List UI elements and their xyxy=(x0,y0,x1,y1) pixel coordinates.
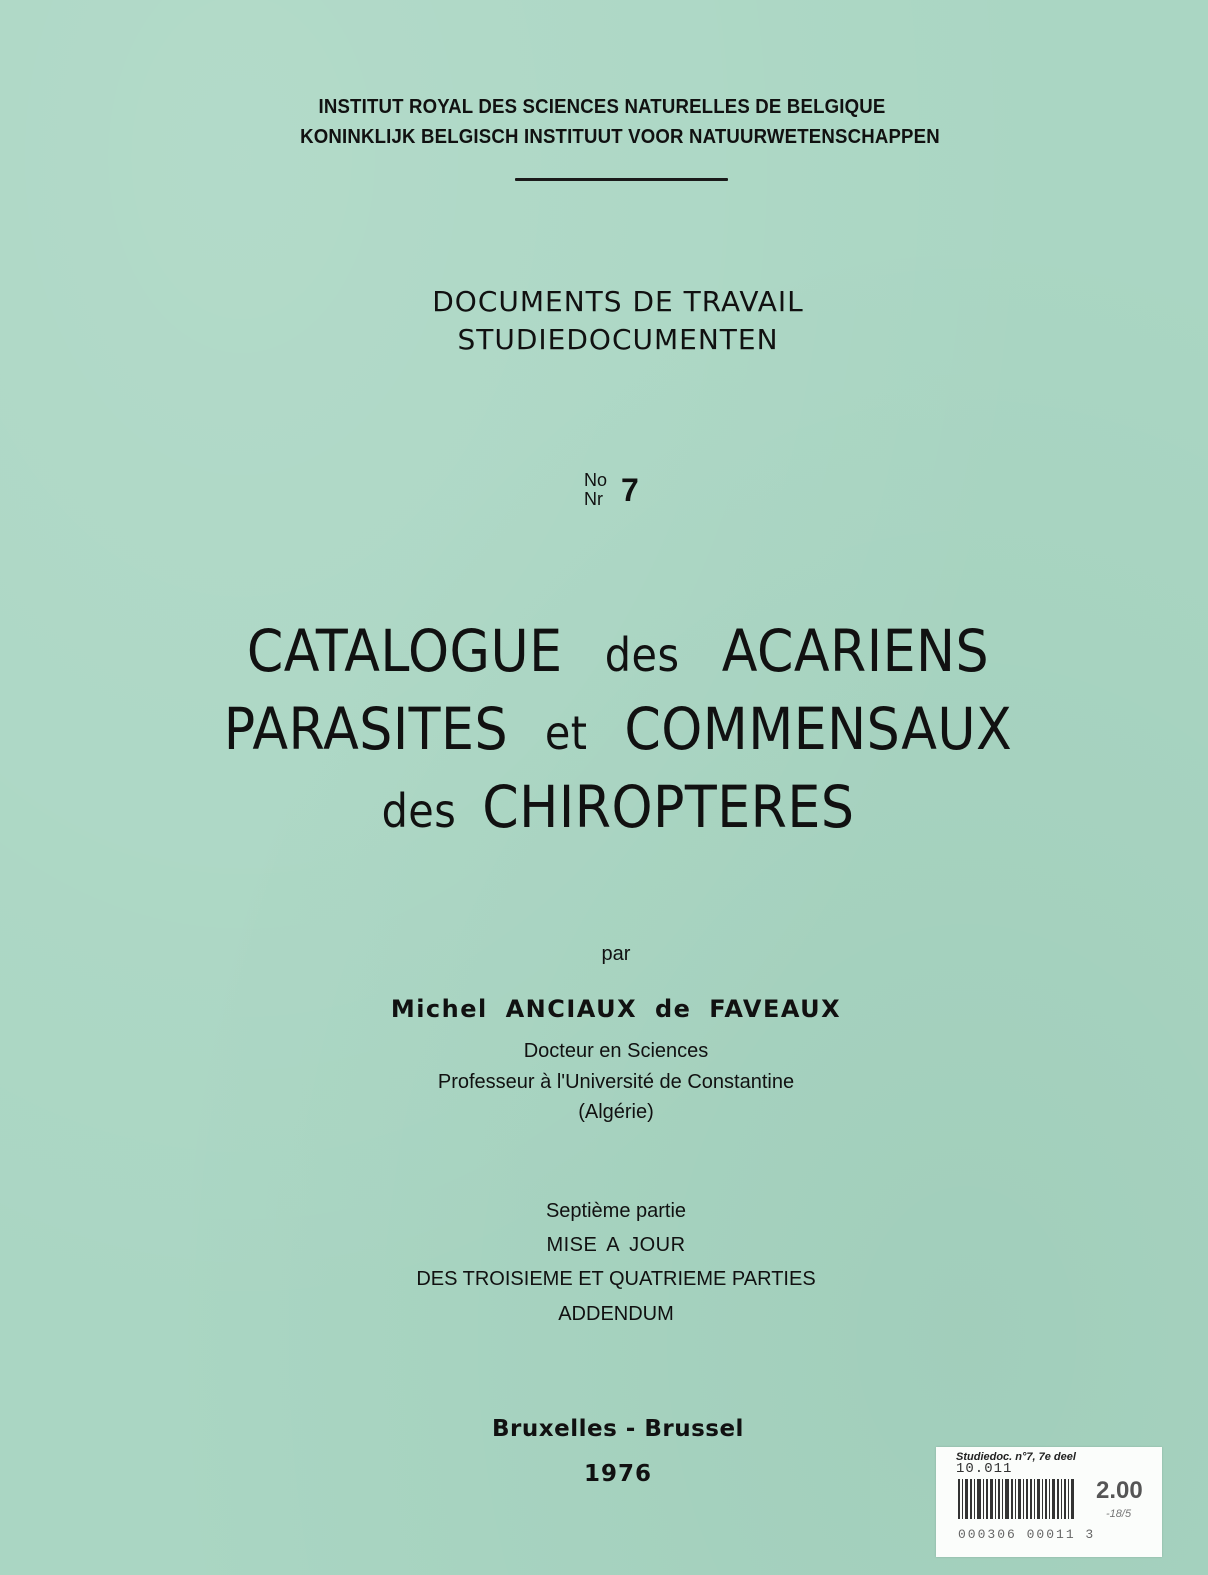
barcode-icon xyxy=(958,1479,1100,1519)
byline-par: par xyxy=(601,943,631,965)
title-line-2 xyxy=(74,690,1161,772)
number-value: 7 xyxy=(621,471,639,508)
sticker-price-sub: -18/5 xyxy=(1106,1508,1132,1520)
price-sticker xyxy=(936,1447,1162,1557)
title-word: des xyxy=(604,628,680,682)
number-labels xyxy=(584,471,607,509)
number-label-fr: No xyxy=(584,470,608,490)
author-name: Michel ANCIAUX de FAVEAUX xyxy=(390,995,842,1023)
series-number xyxy=(584,471,639,509)
author-degree: Docteur en Sciences xyxy=(523,1040,709,1062)
series-name-fr: DOCUMENTS DE TRAVAIL xyxy=(432,285,804,318)
sticker-code: 10.011 xyxy=(956,1461,1013,1477)
publisher-name-nl: KONINKLIJK BELGISCH INSTITUUT VOOR NATUURWETENSCHAPPEN xyxy=(300,126,940,148)
part-subtitle: MISE A JOUR xyxy=(546,1234,686,1256)
imprint-city: Bruxelles - Brussel xyxy=(492,1416,744,1442)
title-word: COMMENSAUX xyxy=(624,695,1013,763)
imprint-year: 1976 xyxy=(583,1461,652,1487)
author-position: Professeur à l'Université de Constantine xyxy=(437,1071,795,1093)
publisher-name-fr: INSTITUT ROYAL DES SCIENCES NATURELLES DE BELGIQUE xyxy=(318,96,886,118)
sticker-description: Studiedoc. n°7, 7e deel xyxy=(956,1451,1076,1463)
title-word: des xyxy=(381,784,457,838)
title-line-1 xyxy=(74,612,1161,694)
sticker-price: 2.00 xyxy=(1096,1477,1143,1504)
title-word: CHIROPTERES xyxy=(482,773,855,841)
series-name-nl: STUDIEDOCUMENTEN xyxy=(457,323,779,356)
number-label-nl: Nr xyxy=(584,489,603,509)
part-scope: DES TROISIEME ET QUATRIEME PARTIES xyxy=(416,1268,816,1290)
author-country: (Algérie) xyxy=(578,1101,654,1123)
part-addendum: ADDENDUM xyxy=(558,1303,674,1325)
barcode-digits: 000306 00011 3 xyxy=(958,1527,1096,1542)
title-word: ACARIENS xyxy=(721,617,990,685)
title-line-3 xyxy=(74,768,1161,850)
title-word: CATALOGUE xyxy=(246,617,563,685)
title-word: et xyxy=(544,706,588,760)
header-divider xyxy=(515,178,728,181)
part-number: Septième partie xyxy=(545,1200,687,1222)
title-word: PARASITES xyxy=(223,695,509,763)
